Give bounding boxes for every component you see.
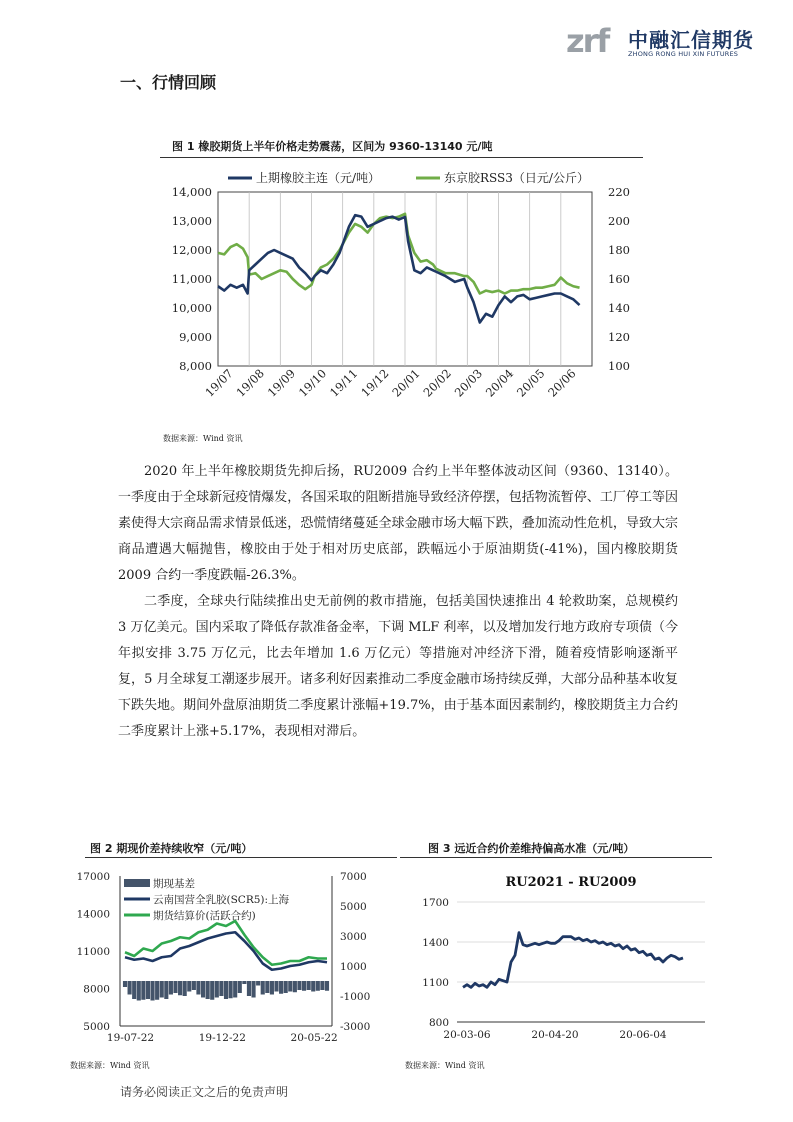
y-left-tick-label: 14,000 (171, 185, 212, 199)
basis-bar (261, 981, 265, 995)
x-tick-label: 19/08 (233, 366, 267, 400)
figure1-rule (160, 157, 643, 158)
figure3-source: 数据来源：Wind 资讯 (405, 1061, 485, 1070)
y-left-tick-label: 13,000 (171, 214, 212, 228)
x-tick-label: 19/09 (264, 366, 299, 400)
spread-line (463, 933, 683, 988)
basis-bar (293, 981, 297, 992)
y-right-tick-label: 180 (608, 243, 630, 257)
x-tick-label: 20-06-04 (619, 1029, 667, 1041)
section-title: 一、行情回顾 (120, 73, 217, 92)
basis-bar (206, 981, 210, 999)
x-tick-label: 19-07-22 (106, 1032, 155, 1044)
x-tick-label: 20-04-20 (531, 1029, 579, 1041)
basis-bar (187, 981, 191, 992)
basis-bar (238, 981, 242, 993)
figure3-rule (400, 857, 712, 858)
basis-bar (247, 981, 251, 996)
y-right-tick-label: 160 (608, 272, 630, 286)
basis-bar (201, 981, 205, 998)
y-left-tick-label: 17000 (76, 871, 110, 883)
basis-bar (192, 981, 196, 990)
x-tick-label: 19/11 (327, 366, 361, 400)
x-tick-label: 20/05 (514, 366, 548, 400)
basis-bar (311, 981, 315, 992)
x-tick-label: 20/03 (451, 366, 486, 400)
figure2-rule (85, 857, 397, 858)
basis-bar (160, 981, 164, 998)
basis-bar (274, 981, 278, 992)
basis-bar (210, 981, 214, 1000)
legend-swatch-0 (124, 879, 150, 887)
basis-bar (270, 981, 274, 995)
basis-bar (288, 981, 292, 992)
basis-bar (224, 981, 228, 999)
basis-bar (146, 981, 150, 999)
basis-bar (242, 981, 246, 984)
basis-bar (325, 981, 329, 991)
y-right-tick-label: -3000 (340, 1021, 371, 1033)
body-text (118, 459, 678, 745)
basis-bar (183, 981, 187, 996)
figure3-chart (405, 862, 715, 1052)
figure2-source: 数据来源：Wind 资讯 (70, 1061, 150, 1070)
y-left-tick-label: 5000 (83, 1021, 110, 1033)
legend-label-2: 期货结算价(活跃合约) (153, 910, 256, 922)
x-tick-label: 20/04 (482, 366, 517, 400)
basis-bar (302, 981, 306, 991)
basis-bar (173, 981, 177, 993)
logo-english: ZHONG RONG HUI XIN FUTURES (628, 50, 739, 58)
y-tick-label: 1400 (422, 937, 449, 949)
legend-label-1: 云南国营全乳胶(SCR5):上海 (153, 894, 290, 906)
x-tick-label: 19/07 (202, 366, 236, 400)
x-tick-label: 19/12 (358, 366, 392, 400)
x-tick-label: 20-05-22 (290, 1032, 338, 1044)
y-right-tick-label: 100 (608, 359, 630, 373)
basis-bar (215, 981, 219, 998)
x-tick-label: 19-12-22 (198, 1032, 246, 1044)
basis-bar (219, 981, 223, 996)
figure3-title: 图 3 远近合约价差维持偏高水准（元/吨） (428, 842, 635, 855)
figure2-chart (70, 862, 390, 1052)
y-right-tick-label: 1000 (340, 961, 367, 973)
x-tick-label: 19/10 (295, 366, 330, 400)
series-line-0 (218, 215, 580, 322)
basis-bar (178, 981, 182, 995)
paragraph-1: 2020 年上半年橡胶期货先抑后扬，RU2009 合约上半年整体波动区间（9360、13140）。一季度由于全球新冠疫情爆发，各国采取的阻断措施导致经济停摆，包括物流暂停、工厂停工等因素使得大宗商品需求情景低迷，恐慌情绪蔓延全球金融市场大幅下跌，叠加流动性危机，导致大宗商品遭遇大幅抛售，橡胶由于处于相对历史底部，跌幅远小于原油期货(-41%)，国内橡胶期货 2009 合约一季度跌幅-26.3%。 (118, 464, 678, 583)
y-right-tick-label: 5000 (340, 901, 367, 913)
basis-bar (196, 981, 200, 995)
legend-label-0: 期现基差 (153, 878, 195, 890)
basis-bar (128, 981, 132, 995)
x-tick-label: 20/02 (420, 366, 454, 400)
figure1-source: 数据来源：Wind 资讯 (163, 434, 243, 443)
y-left-tick-label: 10,000 (171, 301, 212, 315)
basis-bar (132, 981, 136, 999)
logo-mark: zrf (566, 22, 609, 60)
footer-disclaimer: 请务必阅读正文之后的免责声明 (120, 1085, 289, 1099)
company-logo (566, 20, 776, 64)
basis-bar (307, 981, 311, 990)
basis-bar (265, 981, 269, 993)
chart-title: RU2021 - RU2009 (505, 875, 637, 890)
figure2-title: 图 2 期现价差持续收窄（元/吨） (90, 842, 253, 855)
y-right-tick-label: -1000 (340, 991, 371, 1003)
basis-bar (279, 981, 283, 994)
series-line-1 (218, 214, 580, 294)
basis-bar (256, 981, 260, 986)
basis-bar (141, 981, 145, 1000)
basis-bar (297, 981, 301, 990)
x-tick-label: 20-03-06 (443, 1029, 491, 1041)
basis-bar (233, 981, 237, 998)
series-line-2 (125, 921, 327, 965)
y-right-tick-label: 120 (608, 330, 630, 344)
y-left-tick-label: 9,000 (179, 330, 212, 344)
y-right-tick-label: 140 (608, 301, 630, 315)
y-left-tick-label: 12,000 (171, 243, 212, 257)
logo-name: 中融汇信期货 (628, 28, 754, 52)
figure1-title: 图 1 橡胶期货上半年价格走势震荡，区间为 9360-13140 元/吨 (172, 140, 493, 153)
y-left-tick-label: 11,000 (171, 272, 212, 286)
basis-bar (229, 981, 233, 998)
basis-bar (320, 981, 324, 990)
basis-bar (150, 981, 154, 1001)
y-right-tick-label: 3000 (340, 931, 367, 943)
basis-bar (155, 981, 159, 1000)
y-tick-label: 800 (428, 1017, 449, 1029)
y-right-tick-label: 200 (608, 214, 630, 228)
y-left-tick-label: 8000 (83, 983, 110, 996)
legend-label-0: 上期橡胶主连（元/吨） (256, 171, 381, 185)
basis-bar (123, 981, 127, 987)
series-line-1 (125, 932, 327, 970)
figure1-chart (150, 160, 650, 430)
paragraph-2: 二季度，全球央行陆续推出史无前例的救市措施，包括美国快速推出 4 轮救助案，总规模约 3 万亿美元。国内采取了降低存款准备金率，下调 MLF 利率，以及增加发行地方政府专项债（今年拟安排 3.75 万亿元，比去年增加 1.6 万亿元）等措施对冲经济下滑，随着疫情影响逐渐平复，5 月全球复工潮逐步展开。诸多利好因素推动二季度金融市场持续反弹，大部分品种基本收复下跌失地。期间外盘原油期货二季度累计涨幅+19.7%，由于基本面因素制约，橡胶期货主力合约二季度累计上涨+5.17%，表现相对滞后。 (118, 594, 678, 739)
y-tick-label: 1100 (422, 977, 449, 989)
y-left-tick-label: 14000 (76, 908, 110, 921)
basis-bar (137, 981, 141, 1001)
basis-bar (169, 981, 173, 995)
basis-bar (251, 981, 255, 998)
y-right-tick-label: 220 (608, 185, 630, 199)
y-left-tick-label: 11000 (76, 946, 110, 958)
legend-label-1: 东京胶RSS3（日元/公斤） (444, 171, 589, 185)
basis-bar (284, 981, 288, 993)
basis-bar (316, 981, 320, 991)
y-right-tick-label: 7000 (340, 871, 367, 883)
y-tick-label: 1700 (422, 897, 449, 909)
y-left-tick-label: 8,000 (179, 359, 212, 373)
basis-bar (164, 981, 168, 999)
x-tick-label: 20/06 (545, 366, 579, 400)
x-tick-label: 20/01 (389, 366, 423, 400)
